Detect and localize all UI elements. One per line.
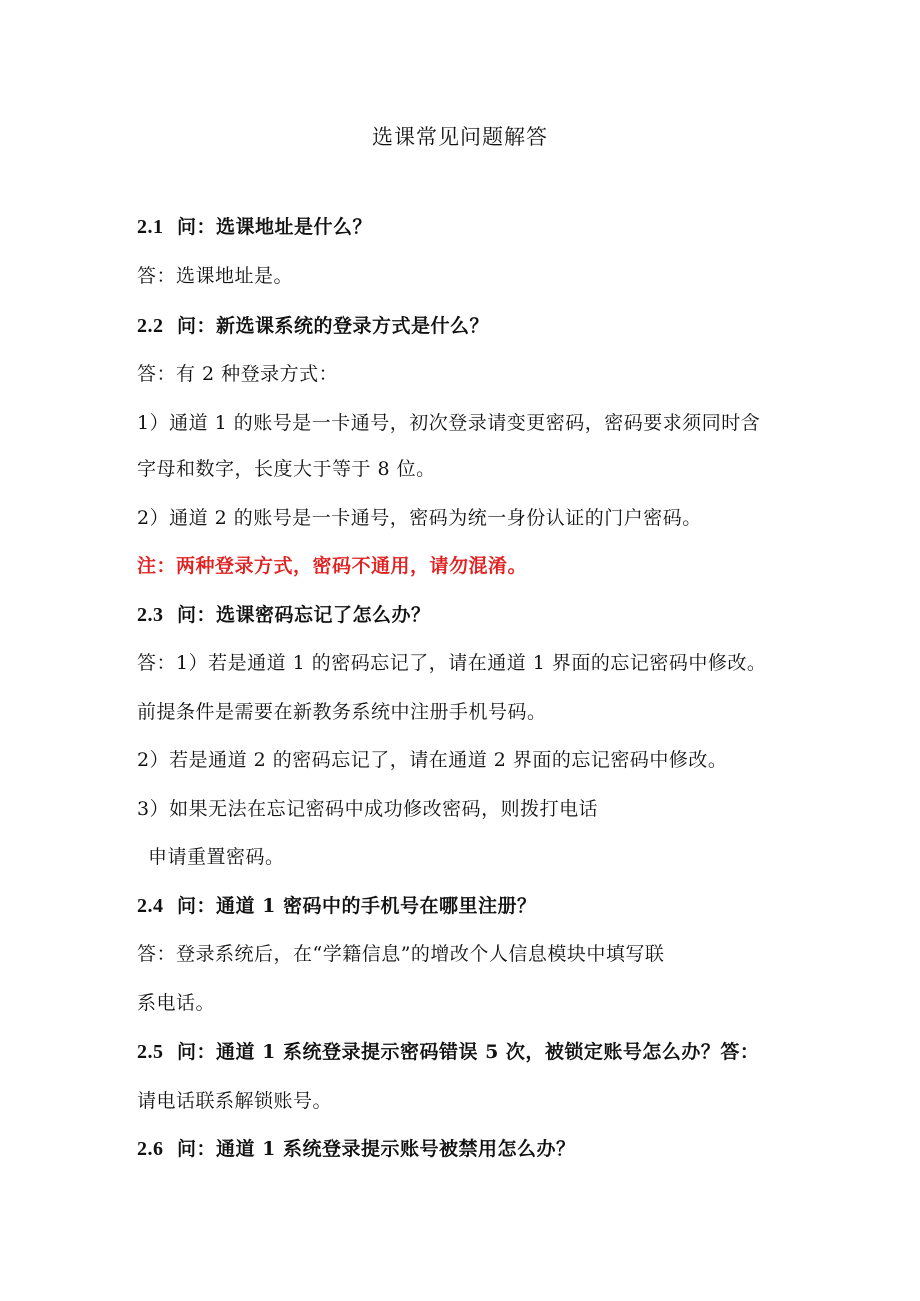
question-2-3 xyxy=(137,600,431,630)
question-text: 问：通道 1 系统登录提示账号被禁用怎么办？ xyxy=(177,1138,576,1160)
answer-2-3-line-5: 申请重置密码。 xyxy=(148,846,285,868)
question-text: 问：选课地址是什么？ xyxy=(177,216,373,238)
question-text: 问：通道 1 密码中的手机号在哪里注册？ xyxy=(177,895,537,917)
answer-2-5: 请电话联系解锁账号。 xyxy=(137,1090,333,1112)
answer-2-4-line-1: 答：登录系统后，在“学籍信息”的增改个人信息模块中填写联 xyxy=(137,943,665,965)
answer-2-4-line-2: 系电话。 xyxy=(137,992,216,1014)
answer-2-1: 答：选课地址是。 xyxy=(137,265,294,287)
question-number: 2.5 xyxy=(137,1041,164,1063)
warning-note: 注：两种登录方式，密码不通用，请勿混淆。 xyxy=(137,555,528,577)
question-2-4 xyxy=(137,891,536,921)
question-2-5 xyxy=(137,1037,759,1067)
question-number: 2.1 xyxy=(137,216,164,238)
answer-2-3-line-4: 3）如果无法在忘记密码中成功修改密码，则拨打电话 xyxy=(137,798,599,820)
question-number: 2.6 xyxy=(137,1138,164,1160)
question-2-2 xyxy=(137,311,489,341)
question-2-6 xyxy=(137,1134,575,1164)
question-text: 问：通道 1 系统登录提示密码错误 5 次，被锁定账号怎么办？答： xyxy=(177,1041,760,1063)
question-number: 2.3 xyxy=(137,604,164,626)
question-2-1 xyxy=(137,212,372,242)
answer-2-3-line-3: 2）若是通道 2 的密码忘记了，请在通道 2 界面的忘记密码中修改。 xyxy=(137,749,728,771)
question-text: 问：选课密码忘记了怎么办？ xyxy=(177,604,431,626)
question-number: 2.4 xyxy=(137,895,164,917)
question-text: 问：新选课系统的登录方式是什么？ xyxy=(177,315,490,337)
answer-2-2-line-3: 字母和数字，长度大于等于 8 位。 xyxy=(137,458,436,480)
question-number: 2.2 xyxy=(137,315,164,337)
answer-2-3-line-2: 前提条件是需要在新教务系统中注册手机号码。 xyxy=(137,701,547,723)
document-title: 选课常见问题解答 xyxy=(372,125,548,149)
answer-2-2-line-4: 2）通道 2 的账号是一卡通号，密码为统一身份认证的门户密码。 xyxy=(137,507,702,529)
answer-2-3-line-1: 答：1）若是通道 1 的密码忘记了，请在通道 1 界面的忘记密码中修改。 xyxy=(137,652,767,674)
answer-2-2-line-2: 1）通道 1 的账号是一卡通号，初次登录请变更密码，密码要求须同时含 xyxy=(137,412,761,434)
answer-2-2-line-1: 答：有 2 种登录方式： xyxy=(137,363,339,385)
